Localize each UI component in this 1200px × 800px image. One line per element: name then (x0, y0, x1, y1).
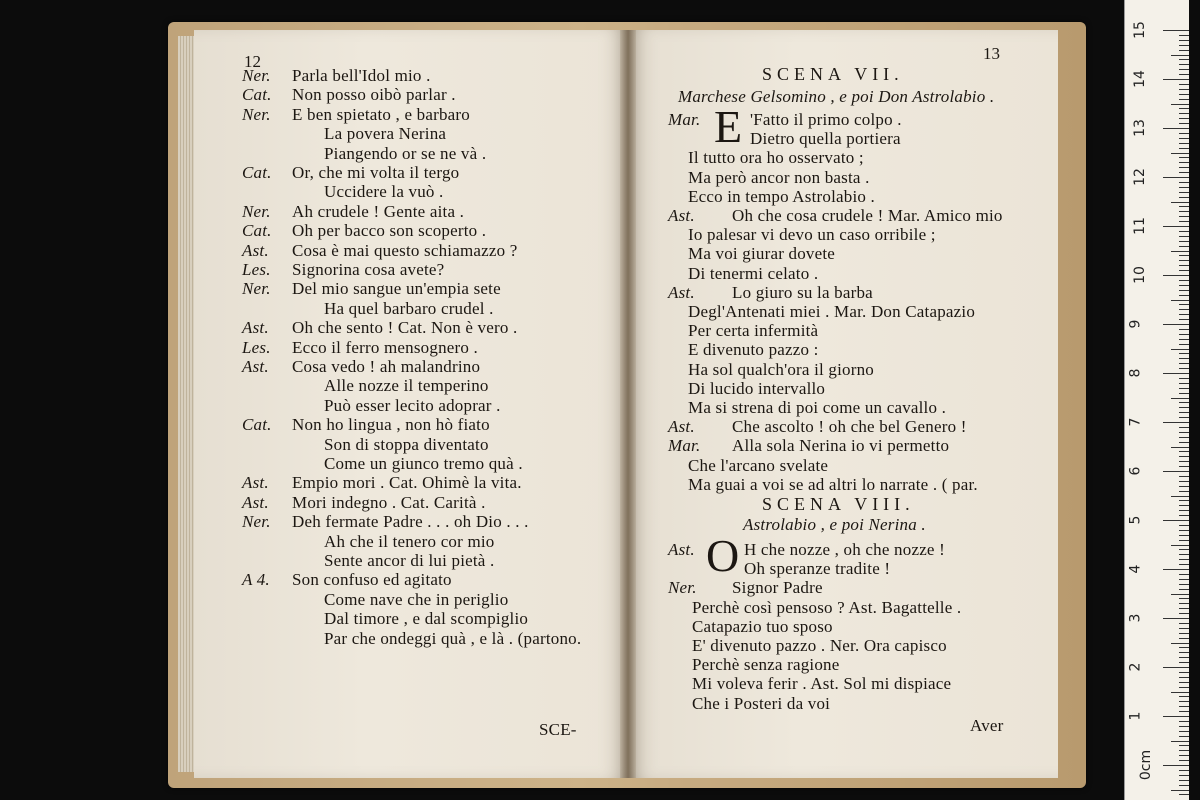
ruler-tick (1179, 745, 1189, 746)
ruler-tick (1179, 157, 1189, 158)
ruler-tick (1171, 251, 1189, 252)
drop-cap-o: O (706, 530, 740, 581)
verse-line: Non ho lingua , non hò fiato (292, 415, 490, 435)
ruler-tick (1179, 99, 1189, 100)
verse-line: Cosa è mai questo schiamazzo ? (292, 240, 518, 260)
ruler-tick (1179, 69, 1189, 70)
ruler-tick (1171, 741, 1189, 742)
verse-line: Alla sola Nerina io vi permetto (732, 436, 950, 456)
ruler-number: 15 (1131, 21, 1148, 39)
verse-line: Mi voleva ferir . Ast. Sol mi dispiace (692, 674, 952, 694)
verse-line: Sente ancor di lui pietà . (324, 551, 495, 570)
speaker-label: Les. (242, 260, 271, 279)
speaker-label: Mar. (668, 110, 701, 129)
speaker-label: Ast. (242, 473, 269, 493)
verse-line: Piangendo or se ne và . (324, 143, 487, 163)
ruler-tick (1179, 672, 1189, 673)
ruler-tick (1179, 162, 1189, 163)
speaker-label: Cat. (242, 85, 272, 105)
ruler-tick (1179, 775, 1189, 776)
ruler-tick (1179, 657, 1189, 658)
ruler-tick (1179, 133, 1189, 134)
ruler-tick (1171, 55, 1189, 56)
verse-line: 'Fatto il primo colpo . (750, 110, 902, 129)
scene-vii-heading: SCENA VII. (762, 64, 904, 84)
ruler-tick (1179, 197, 1189, 198)
speaker-label: Ner. (242, 66, 271, 85)
verse-line: Io palesar vi devo un caso orribile ; (688, 225, 936, 245)
ruler-tick (1179, 486, 1189, 487)
drop-cap-e: E (714, 101, 743, 152)
ruler-tick (1163, 226, 1189, 227)
verse-line: Or, che mi volta il tergo (292, 163, 460, 182)
ruler-tick (1179, 564, 1189, 565)
verse-line: Come nave che in periglio (324, 589, 509, 609)
ruler-tick (1179, 721, 1189, 722)
ruler-tick (1163, 373, 1189, 374)
verse-line: Catapazio tuo sposo (692, 616, 833, 636)
ruler-tick (1179, 344, 1189, 345)
ruler-tick (1163, 79, 1189, 80)
ruler-tick (1179, 559, 1189, 560)
ruler-tick (1171, 447, 1189, 448)
ruler-tick (1179, 442, 1189, 443)
verse-line: Oh per bacco son scoperto . (292, 221, 487, 241)
verse-line: Son di stoppa diventato (324, 434, 489, 454)
speaker-label: Cat. (242, 163, 272, 182)
ruler-tick (1179, 417, 1189, 418)
ruler-tick (1171, 349, 1189, 350)
ruler-tick (1163, 275, 1189, 276)
verse-line: Che l'arcano svelate (688, 455, 829, 475)
ruler-tick (1179, 412, 1189, 413)
scene-viii-heading: SCENA VIII. (762, 494, 915, 514)
verse-line: Perchè senza ragione (692, 655, 840, 675)
ruler-tick (1163, 177, 1189, 178)
verse-line: E divenuto pazzo : (688, 340, 819, 360)
ruler-tick (1179, 613, 1189, 614)
verse-line: Ha sol qualch'ora il giorno (688, 359, 874, 379)
verse-line: Ah che il tenero cor mio (324, 531, 495, 551)
ruler-tick (1179, 696, 1189, 697)
ruler-tick (1179, 221, 1189, 222)
ruler-tick (1179, 633, 1189, 634)
ruler-tick (1179, 579, 1189, 580)
ruler-tick (1179, 628, 1189, 629)
ruler-tick (1179, 89, 1189, 90)
ruler-tick (1179, 383, 1189, 384)
book-gutter (620, 30, 636, 778)
scene-viii-characters: Astrolabio , e poi Nerina . (743, 515, 926, 534)
ruler-tick (1171, 790, 1189, 791)
ruler-tick (1179, 172, 1189, 173)
verse-line: Oh che cosa crudele ! Mar. Amico mio (732, 206, 1003, 225)
speaker-label: Cat. (242, 221, 272, 241)
ruler-tick (1179, 138, 1189, 139)
ruler-tick (1163, 765, 1189, 766)
ruler-tick (1179, 143, 1189, 144)
speaker-label: Ner. (668, 578, 697, 598)
ruler-tick (1163, 471, 1189, 472)
ruler-tick (1179, 461, 1189, 462)
ruler-tick (1179, 304, 1189, 305)
ruler-number: 2 (1127, 662, 1144, 672)
ruler-number: 11 (1131, 217, 1148, 235)
ruler-tick (1179, 388, 1189, 389)
ruler-tick (1179, 736, 1189, 737)
ruler-tick (1179, 393, 1189, 394)
ruler-tick (1179, 535, 1189, 536)
verse-line: E ben spietato , e barbaro (292, 104, 470, 124)
verse-line: Signorina cosa avete? (292, 260, 445, 279)
ruler-tick (1179, 598, 1189, 599)
ruler-tick (1179, 481, 1189, 482)
verse-line: Alle nozze il temperino (324, 376, 489, 396)
ruler-tick (1179, 623, 1189, 624)
speaker-label: Ner. (242, 279, 271, 299)
page-number-right: 13 (983, 44, 1000, 63)
verse-line: Ma però ancor non basta . (688, 167, 870, 187)
verse-line: Ecco il ferro mensognero . (292, 337, 478, 357)
ruler-number: 3 (1127, 613, 1144, 623)
speaker-label: Ner. (242, 104, 271, 124)
ruler-tick (1171, 300, 1189, 301)
ruler-tick (1179, 525, 1189, 526)
ruler-tick (1179, 35, 1189, 36)
ruler-tick (1179, 427, 1189, 428)
ruler-tick (1179, 295, 1189, 296)
verse-line: Ma guai a voi se ad altri lo narrate . ( par. (688, 474, 978, 494)
verse-line: Ecco in tempo Astrolabio . (688, 186, 875, 206)
ruler-tick (1179, 608, 1189, 609)
verse-line: Per certa infermità (688, 321, 819, 341)
ruler-tick (1163, 569, 1189, 570)
ruler-tick (1179, 755, 1189, 756)
ruler-tick (1179, 113, 1189, 114)
verse-line: Degl'Antenati miei . Mar. Don Catapazio (688, 302, 976, 321)
ruler-tick (1163, 422, 1189, 423)
verse-line: Perchè così pensoso ? Ast. Bagattelle . (692, 597, 962, 617)
ruler-tick (1171, 496, 1189, 497)
verse-line: Deh fermate Padre . . . oh Dio . . . (292, 512, 529, 532)
ruler-tick (1179, 358, 1189, 359)
verse-line: Par che ondeggi quà , e là . (partono. (324, 628, 582, 648)
ruler-tick (1179, 584, 1189, 585)
verse-line: Empio mori . Cat. Ohimè la vita. (292, 473, 522, 493)
ruler-tick (1179, 84, 1189, 85)
ruler-tick (1179, 270, 1189, 271)
ruler-tick (1179, 309, 1189, 310)
measuring-ruler (1124, 0, 1189, 800)
ruler-tick (1179, 50, 1189, 51)
ruler-tick (1179, 662, 1189, 663)
page-number-left: 12 (244, 52, 261, 71)
ruler-tick (1163, 520, 1189, 521)
ruler-number: 13 (1131, 119, 1148, 137)
ruler-tick (1179, 59, 1189, 60)
verse-line: Dietro quella portiera (750, 129, 901, 149)
ruler-tick (1179, 677, 1189, 678)
ruler-tick (1179, 731, 1189, 732)
ruler-tick (1179, 329, 1189, 330)
ruler-tick (1171, 692, 1189, 693)
ruler-tick (1179, 246, 1189, 247)
ruler-tick (1179, 456, 1189, 457)
speaker-label: Ast. (668, 417, 695, 437)
ruler-tick (1179, 682, 1189, 683)
ruler-number: 10 (1131, 266, 1148, 284)
ruler-tick (1179, 378, 1189, 379)
ruler-tick (1179, 530, 1189, 531)
verse-line: Cosa vedo ! ah malandrino (292, 357, 481, 376)
right-page (628, 30, 1058, 778)
verse-line: Ma si strena di poi come un cavallo . (688, 398, 947, 417)
ruler-tick (1179, 368, 1189, 369)
ruler-tick (1179, 711, 1189, 712)
speaker-label: A 4. (242, 570, 270, 590)
ruler-tick (1179, 491, 1189, 492)
ruler-tick (1179, 760, 1189, 761)
ruler-tick (1179, 94, 1189, 95)
ruler-tick (1179, 402, 1189, 403)
ruler-tick (1179, 785, 1189, 786)
speaker-label: Ast. (242, 318, 269, 338)
ruler-tick (1179, 505, 1189, 506)
ruler-tick (1179, 687, 1189, 688)
ruler-tick (1179, 652, 1189, 653)
ruler-tick (1179, 510, 1189, 511)
ruler-tick (1179, 706, 1189, 707)
verse-line: E' divenuto pazzo . Ner. Ora capisco (692, 636, 947, 655)
speaker-label: Ast. (668, 282, 695, 302)
ruler-tick (1179, 64, 1189, 65)
ruler-tick (1179, 314, 1189, 315)
ruler-tick (1179, 211, 1189, 212)
ruler-tick (1179, 241, 1189, 242)
speaker-label: Cat. (242, 415, 272, 435)
catchword-left: SCE- (539, 720, 577, 739)
ruler-tick (1179, 182, 1189, 183)
ruler-tick (1179, 192, 1189, 193)
catchword-right: Aver (970, 716, 1004, 735)
ruler-number: 12 (1131, 168, 1148, 186)
speaker-label: Ast. (668, 540, 695, 559)
verse-line: H che nozze , oh che nozze ! (744, 540, 945, 559)
verse-line: Che i Posteri da voi (692, 693, 831, 713)
speaker-label: Mar. (668, 436, 701, 456)
ruler-tick (1171, 594, 1189, 595)
ruler-tick (1179, 123, 1189, 124)
ruler-number: 8 (1127, 368, 1144, 378)
ruler-tick (1179, 432, 1189, 433)
ruler-tick (1179, 255, 1189, 256)
ruler-tick (1179, 407, 1189, 408)
verse-line: Oh che sento ! Cat. Non è vero . (292, 318, 518, 338)
verse-line: Dal timore , e dal scompiglio (324, 609, 529, 629)
ruler-number: 9 (1127, 319, 1144, 329)
ruler-tick (1163, 667, 1189, 668)
verse-line: Ma voi giurar dovete (688, 244, 836, 264)
ruler-tick (1171, 202, 1189, 203)
ruler-tick (1179, 187, 1189, 188)
ruler-tick (1179, 118, 1189, 119)
verse-line: Di lucido intervallo (688, 378, 826, 398)
ruler-tick (1179, 353, 1189, 354)
ruler-tick (1179, 285, 1189, 286)
ruler-tick (1179, 363, 1189, 364)
ruler-number: 1 (1127, 711, 1144, 721)
verse-line: Mori indegno . Cat. Carità . (292, 492, 486, 512)
ruler-tick (1163, 128, 1189, 129)
ruler-tick (1179, 260, 1189, 261)
ruler-tick (1179, 334, 1189, 335)
verse-line: Parla bell'Idol mio . (292, 66, 431, 85)
ruler-tick (1179, 236, 1189, 237)
ruler-tick (1179, 554, 1189, 555)
ruler-tick (1179, 780, 1189, 781)
verse-line: Oh speranze tradite ! (744, 559, 891, 579)
ruler-tick (1179, 40, 1189, 41)
ruler-tick (1179, 726, 1189, 727)
ruler-tick (1179, 603, 1189, 604)
ruler-tick (1179, 290, 1189, 291)
ruler-tick (1163, 716, 1189, 717)
left-page (194, 30, 628, 778)
ruler-tick (1179, 638, 1189, 639)
verse-line: Uccidere la vuò . (324, 182, 444, 202)
verse-line: Lo giuro su la barba (732, 282, 873, 302)
ruler-tick (1179, 540, 1189, 541)
ruler-number: 14 (1131, 70, 1148, 88)
ruler-tick (1179, 549, 1189, 550)
ruler-tick (1171, 398, 1189, 399)
ruler-tick (1179, 319, 1189, 320)
ruler-tick (1179, 265, 1189, 266)
verse-line: Come un giunco tremo quà . (324, 454, 523, 473)
speaker-label: Ast. (668, 206, 695, 225)
ruler-tick (1179, 515, 1189, 516)
speaker-label: Ner. (242, 512, 271, 532)
ruler-tick (1163, 30, 1189, 31)
ruler-tick (1171, 153, 1189, 154)
ruler-tick (1179, 466, 1189, 467)
verse-line: Il tutto ora ho osservato ; (688, 148, 864, 168)
ruler-tick (1179, 167, 1189, 168)
ruler-number: 4 (1127, 564, 1144, 574)
ruler-number: 7 (1127, 417, 1144, 427)
ruler-tick (1171, 643, 1189, 644)
ruler-tick (1179, 574, 1189, 575)
ruler-tick (1179, 476, 1189, 477)
ruler-tick (1163, 618, 1189, 619)
ruler-tick (1179, 451, 1189, 452)
speaker-label: Ner. (242, 201, 271, 221)
ruler-tick (1179, 339, 1189, 340)
verse-line: Ha quel barbaro crudel . (324, 298, 494, 318)
ruler-tick (1179, 647, 1189, 648)
ruler-tick (1179, 148, 1189, 149)
ruler-tick (1179, 216, 1189, 217)
speaker-label: Ast. (242, 240, 269, 260)
ruler-tick (1179, 750, 1189, 751)
ruler-number: 6 (1127, 466, 1144, 476)
speaker-label: Ast. (242, 357, 269, 376)
ruler-tick (1179, 280, 1189, 281)
speaker-label: Ast. (242, 492, 269, 512)
verse-line: Può esser lecito adoprar . (324, 395, 501, 415)
ruler-tick (1179, 108, 1189, 109)
verse-line: Ah crudele ! Gente aita . (292, 201, 465, 221)
verse-line: Signor Padre (732, 578, 823, 598)
ruler-tick (1179, 794, 1189, 795)
verse-line: Che ascolto ! oh che bel Genero ! (732, 417, 967, 437)
ruler-tick (1179, 500, 1189, 501)
ruler-tick (1179, 589, 1189, 590)
ruler-tick (1179, 231, 1189, 232)
ruler-tick (1179, 770, 1189, 771)
ruler-number: 0cm (1138, 749, 1155, 781)
verse-line: Son confuso ed agitato (292, 570, 452, 590)
ruler-tick (1171, 104, 1189, 105)
ruler-number: 5 (1127, 515, 1144, 525)
verse-line: Di tenermi celato . (688, 263, 819, 283)
scene-vii-characters: Marchese Gelsomino , e poi Don Astrolabio . (678, 87, 995, 106)
ruler-tick (1163, 324, 1189, 325)
ruler-tick (1171, 545, 1189, 546)
ruler-tick (1179, 701, 1189, 702)
ruler-tick (1179, 206, 1189, 207)
ruler-tick (1179, 74, 1189, 75)
ruler-tick (1179, 437, 1189, 438)
verse-line: Non posso oibò parlar . (292, 85, 456, 105)
verse-line: La povera Nerina (324, 124, 447, 144)
speaker-label: Les. (242, 337, 271, 357)
verse-line: Del mio sangue un'empia sete (292, 279, 501, 299)
ruler-tick (1179, 45, 1189, 46)
